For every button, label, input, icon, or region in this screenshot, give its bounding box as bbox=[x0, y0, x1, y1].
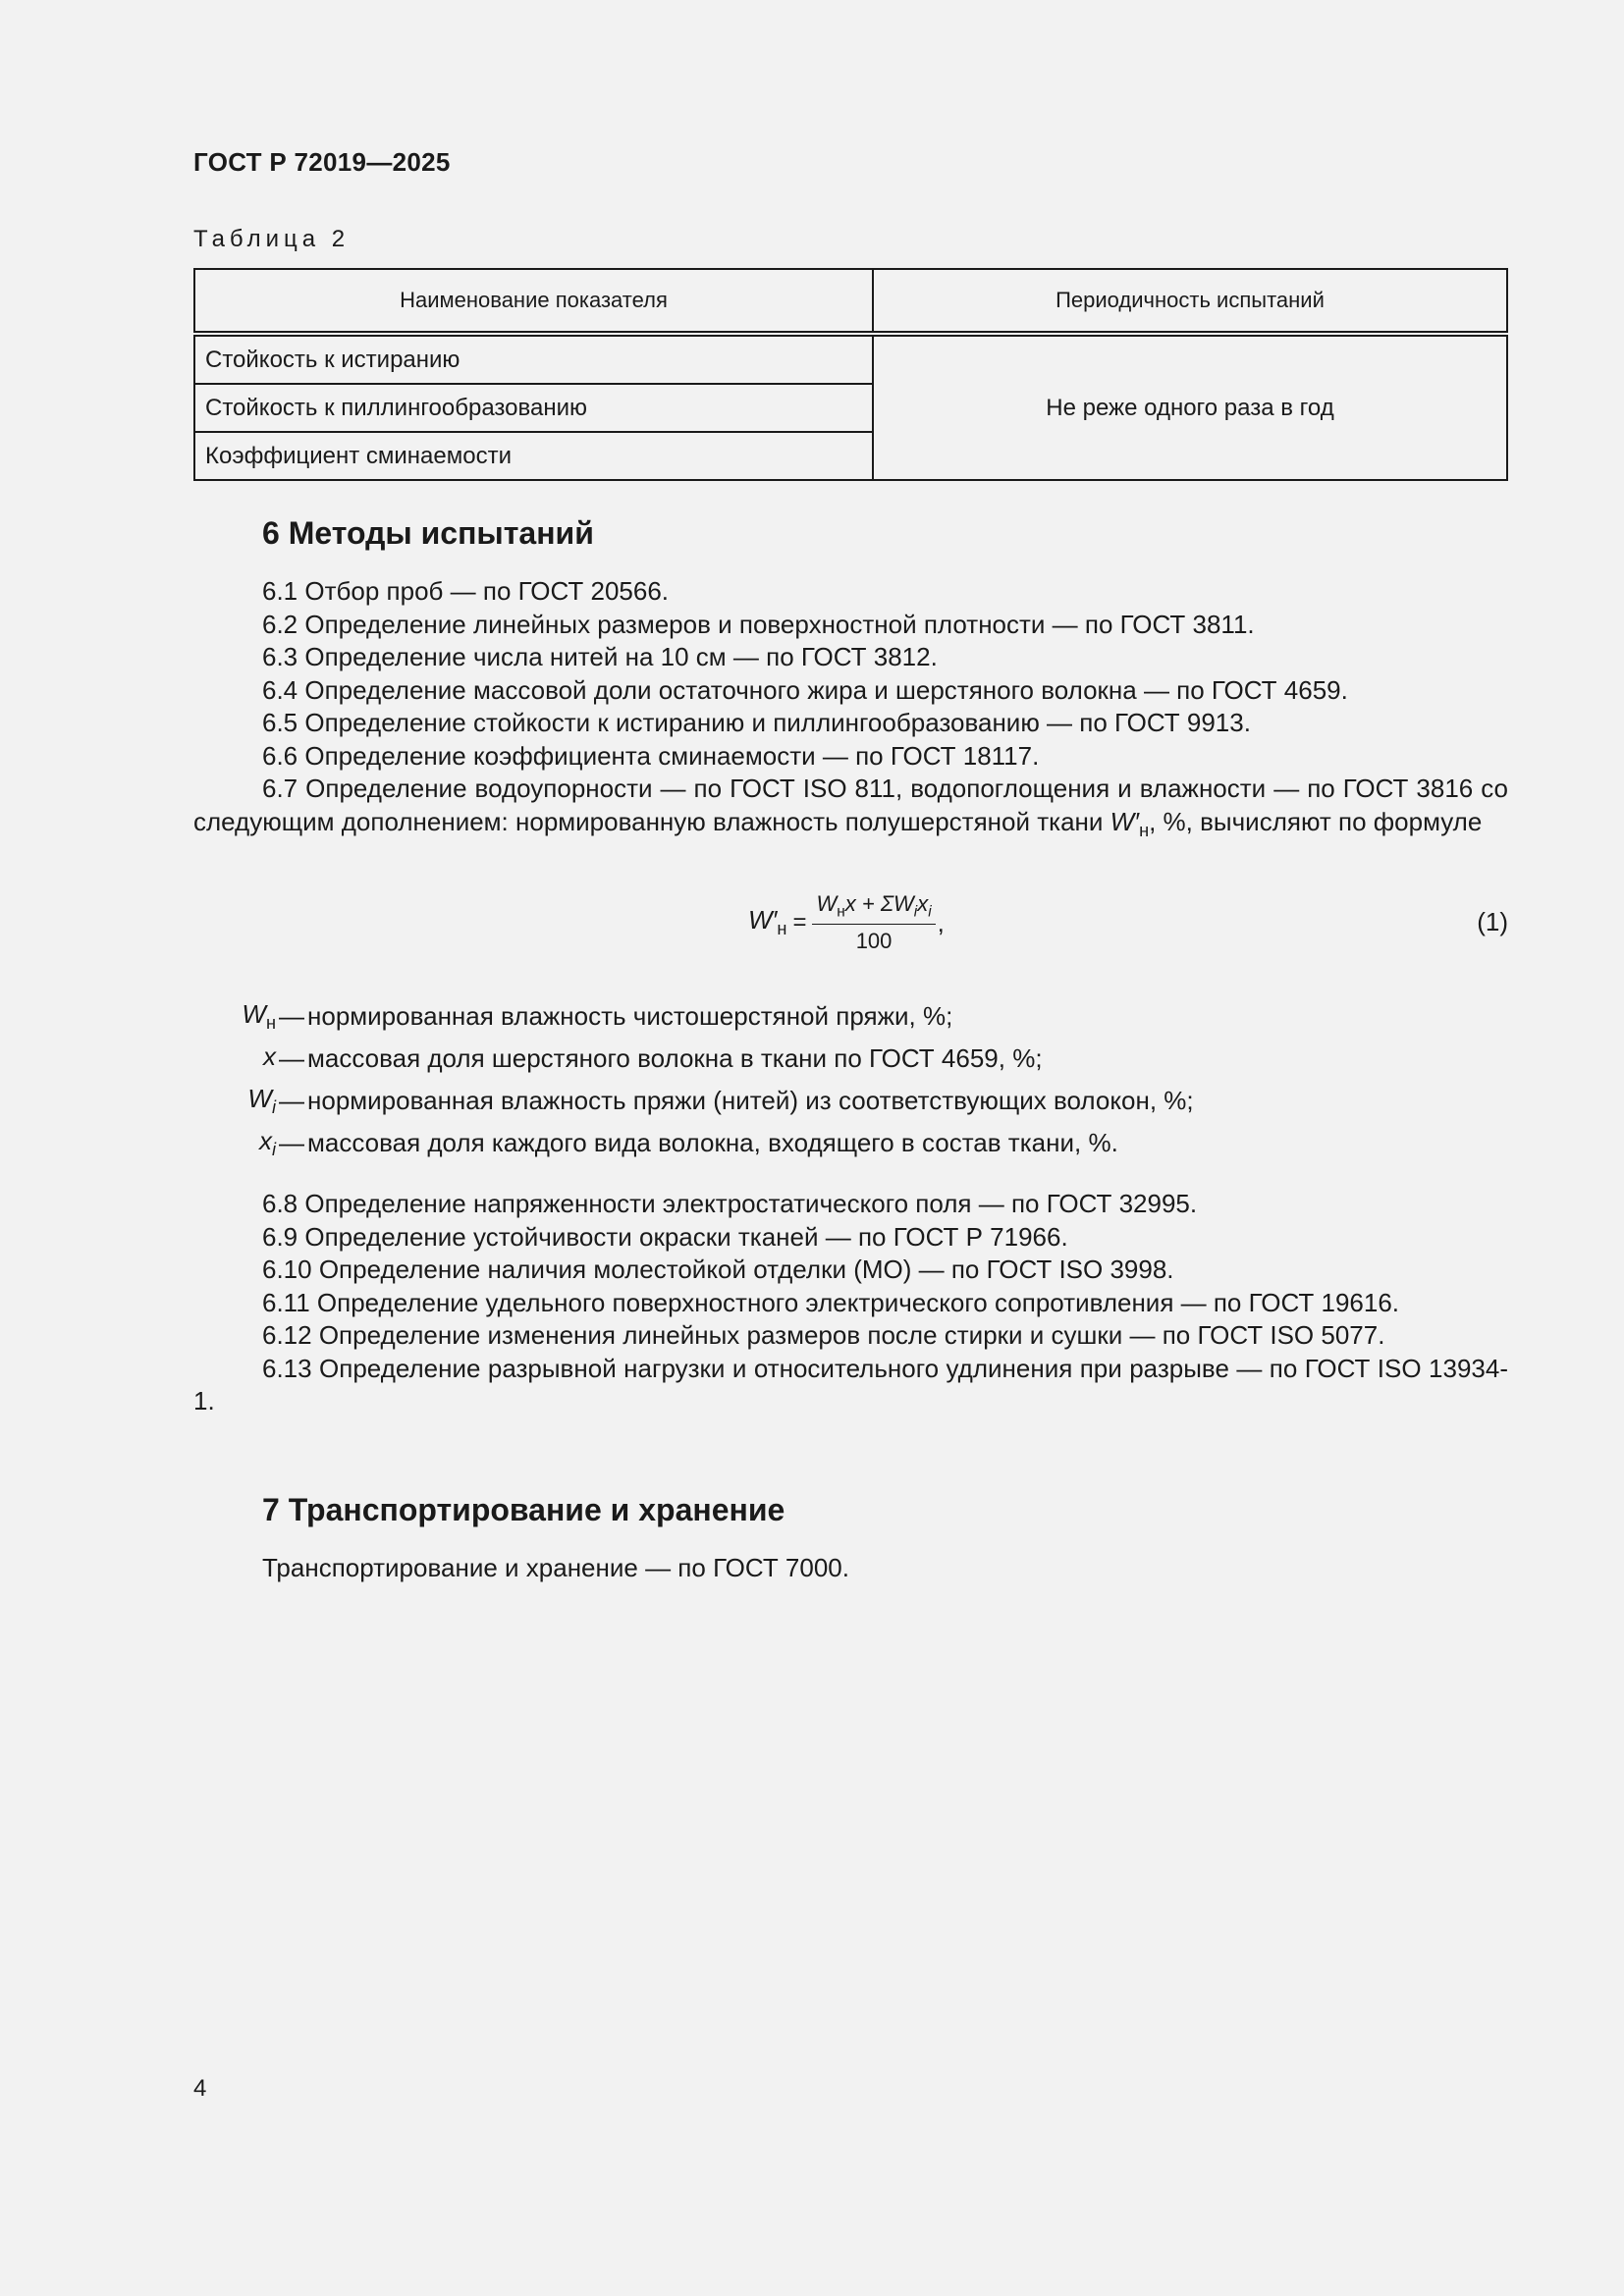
definition-dash: — bbox=[279, 1128, 304, 1157]
item-6-7-symbol: W′ bbox=[1110, 806, 1140, 836]
definition-dash: — bbox=[279, 1001, 304, 1031]
item-6-10: 6.10 Определение наличия молестойкой отделки (МО) — по ГОСТ ISO 3998. bbox=[262, 1255, 1174, 1284]
formula-row bbox=[193, 888, 1508, 957]
item-6-7-symbol-sub: н bbox=[1139, 820, 1150, 840]
definition-text: нормированная влажность чистошерстяной пряжи, %; bbox=[307, 1001, 953, 1031]
formula-denominator: 100 bbox=[855, 928, 893, 953]
equation-number: (1) bbox=[1477, 907, 1508, 936]
definition-symbol: x bbox=[263, 1041, 276, 1071]
section-7-heading: 7 Транспортирование и хранение bbox=[262, 1492, 785, 1527]
column-header-indicator: Наименование показателя bbox=[194, 269, 873, 334]
definition-symbol: $W_i$ bbox=[247, 1083, 276, 1118]
standard-code: ГОСТ Р 72019—2025 bbox=[193, 147, 451, 177]
section-7-text: Транспортирование и хранение — по ГОСТ 7000. bbox=[262, 1553, 849, 1582]
item-6-2: 6.2 Определение линейных размеров и поверхностной плотности — по ГОСТ 3811. bbox=[262, 609, 1255, 639]
section-7-body bbox=[193, 1552, 1508, 1585]
page-number: 4 bbox=[193, 2075, 207, 2102]
definition-dash: — bbox=[279, 1086, 304, 1115]
definition-text: массовая доля шерстяного волокна в ткани по ГОСТ 4659, %; bbox=[307, 1043, 1043, 1073]
definition-text: нормированная влажность пряжи (нитей) из соответствующих волокон, %; bbox=[307, 1086, 1194, 1115]
definition-dash: — bbox=[279, 1043, 304, 1073]
item-6-7-tail: , %, вычисляют по формуле bbox=[1149, 806, 1483, 836]
definition-row bbox=[193, 1038, 1508, 1080]
formula-lhs: $W'_н$ bbox=[748, 905, 787, 939]
formula-definitions bbox=[193, 995, 1508, 1164]
definition-row bbox=[193, 1122, 1508, 1164]
item-6-13: 6.13 Определение разрывной нагрузки и относительного удлинения при разрыве — по ГОСТ ISO 13934-1. bbox=[193, 1353, 1508, 1415]
item-6-7-text: 6.7 Определение водоупорности — по ГОСТ ISO 811, водопоглощения и влажности — по ГОСТ 3816 со следующим дополнением: нормированную влажность полушерстяной ткани bbox=[193, 774, 1508, 836]
item-6-12: 6.12 Определение изменения линейных размеров после стирки и сушки — по ГОСТ ISO 5077. bbox=[262, 1320, 1385, 1350]
formula-numerator: $W_нx + \Sigma W_ix_i$ bbox=[812, 891, 935, 924]
section-6-items-continued bbox=[193, 1188, 1508, 1418]
item-6-5: 6.5 Определение стойкости к истиранию и пиллингообразованию — по ГОСТ 9913. bbox=[262, 708, 1251, 737]
item-6-6: 6.6 Определение коэффициента сминаемости — по ГОСТ 18117. bbox=[262, 740, 1040, 771]
definition-symbol: $x_i$ bbox=[258, 1125, 276, 1160]
item-6-3: 6.3 Определение числа нитей на 10 см — по ГОСТ 3812. bbox=[262, 642, 938, 671]
definition-row bbox=[193, 1080, 1508, 1122]
item-6-7 bbox=[193, 773, 1508, 847]
formula-equals: = bbox=[792, 909, 807, 935]
definition-text: массовая доля каждого вида волокна, входящего в состав ткани, %. bbox=[307, 1128, 1118, 1157]
table-cell-period: Не реже одного раза в год bbox=[873, 334, 1507, 480]
section-6-items bbox=[193, 575, 1508, 847]
item-6-11: 6.11 Определение удельного поверхностного электрического сопротивления — по ГОСТ 19616. bbox=[262, 1287, 1400, 1317]
table-row-pilling: Стойкость к пиллингообразованию bbox=[194, 384, 873, 432]
formula-comma: , bbox=[937, 907, 945, 937]
item-6-9: 6.9 Определение устойчивости окраски тканей — по ГОСТ Р 71966. bbox=[262, 1221, 1068, 1252]
column-header-periodicity: Периодичность испытаний bbox=[873, 269, 1507, 334]
formula-fraction bbox=[812, 891, 935, 953]
moisture-formula bbox=[748, 888, 945, 957]
definition-row bbox=[193, 995, 1508, 1038]
table-caption: Таблица 2 bbox=[193, 226, 351, 252]
table-row-abrasion: Стойкость к истиранию bbox=[194, 334, 873, 384]
definition-symbol: $W_н$ bbox=[242, 998, 276, 1034]
section-6-heading: 6 Методы испытаний bbox=[262, 515, 594, 551]
item-6-8: 6.8 Определение напряженности электростатического поля — по ГОСТ 32995. bbox=[262, 1189, 1198, 1218]
item-6-1: 6.1 Отбор проб — по ГОСТ 20566. bbox=[262, 576, 670, 606]
requirements-table bbox=[193, 268, 1508, 481]
item-6-4: 6.4 Определение массовой доли остаточного жира и шерстяного волокна — по ГОСТ 4659. bbox=[262, 674, 1348, 705]
table-row-crease: Коэффициент сминаемости bbox=[194, 432, 873, 480]
